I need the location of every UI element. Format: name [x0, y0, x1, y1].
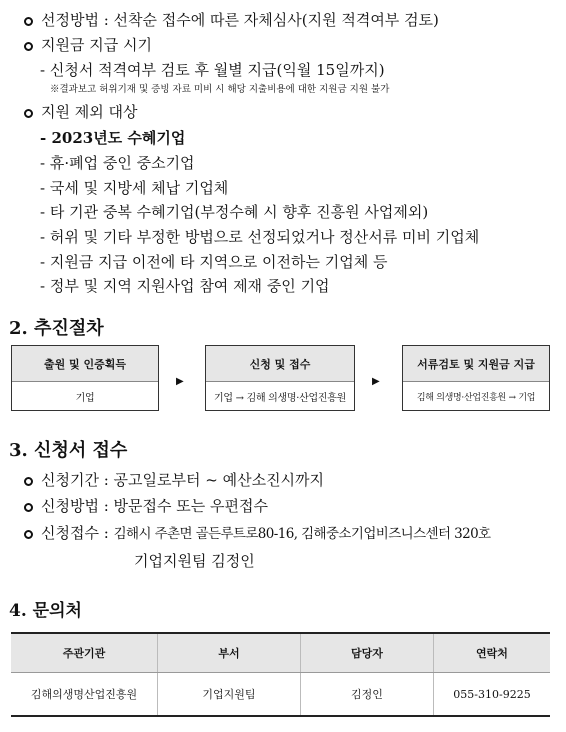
application-place: 신청접수 : 김해시 주촌면 골든루트로80-16, 김해중소기업비즈니스센터 320호: [24, 523, 491, 544]
exclusion-item: - 지원금 지급 이전에 타 지역으로 이전하는 기업체 등: [40, 253, 388, 271]
procedure-step-2: [205, 345, 355, 411]
table-cell: 기업지원팀: [158, 673, 301, 717]
table-row: [11, 673, 550, 717]
step-detail: 기업: [75, 393, 95, 404]
step-title: 신청 및 접수: [206, 346, 354, 382]
step-title: 출원 및 인증획득: [12, 346, 158, 382]
application-place-team: 기업지원팀 김정인: [134, 552, 255, 570]
column-header: 주관기관: [11, 633, 158, 673]
step-detail: 기업 → 김해 의생명·산업진흥원: [214, 393, 346, 404]
table-cell: 김해의생명산업진흥원: [11, 673, 158, 717]
step-detail: 김해 의생명·산업진흥원 → 기업: [416, 393, 536, 403]
column-header: 담당자: [301, 633, 434, 673]
application-period: 신청기간 : 공고일로부터 ~ 예산소진시까지: [24, 470, 324, 490]
exclusion-item: - 허위 및 기타 부정한 방법으로 선정되었거나 정산서류 미비 기업체: [40, 228, 480, 246]
exclusion-item: - 정부 및 지역 지원사업 참여 제재 중인 기업: [40, 277, 330, 295]
payment-timing-detail: - 신청서 적격여부 검토 후 월별 지급(익월 15일까지): [40, 61, 385, 79]
column-header: 연락처: [434, 633, 551, 673]
circle-bullet-icon: [24, 42, 33, 51]
procedure-heading: 2. 추진절차: [9, 318, 104, 339]
procedure-step-3: [402, 345, 550, 411]
arrow-right-icon: ▶: [372, 376, 380, 387]
exclusion-item: - 2023년도 수혜기업: [40, 129, 186, 147]
payment-timing-note: ※결과보고 허위기재 및 증빙 자료 미비 시 해당 지출비용에 대한 지원금 지원 불가: [50, 84, 390, 95]
exclusion-title: 지원 제외 대상: [24, 102, 137, 122]
circle-bullet-icon: [24, 17, 33, 26]
application-method: 신청방법 : 방문접수 또는 우편접수: [24, 496, 268, 516]
contact-table: [11, 632, 550, 717]
circle-bullet-icon: [24, 109, 33, 118]
circle-bullet-icon: [24, 477, 33, 486]
procedure-step-1: [11, 345, 159, 411]
circle-bullet-icon: [24, 503, 33, 512]
payment-timing: 지원금 지급 시기: [24, 35, 152, 55]
table-header-row: [11, 633, 550, 673]
exclusion-item: - 국세 및 지방세 체납 기업체: [40, 179, 229, 197]
step-title: 서류검토 및 지원금 지급: [403, 346, 549, 382]
table-cell: 055-310-9225: [434, 673, 551, 717]
arrow-right-icon: ▶: [176, 376, 184, 387]
exclusion-item: - 휴·폐업 중인 중소기업: [40, 154, 195, 172]
table-cell: 김정인: [301, 673, 434, 717]
application-heading: 3. 신청서 접수: [9, 440, 128, 461]
exclusion-item: - 타 기관 중복 수혜기업(부정수혜 시 향후 진흥원 사업제외): [40, 203, 429, 221]
contact-heading: 4. 문의처: [9, 601, 82, 621]
selection-method: 선정방법 : 선착순 접수에 따른 자체심사(지원 적격여부 검토): [24, 10, 439, 30]
column-header: 부서: [158, 633, 301, 673]
circle-bullet-icon: [24, 530, 33, 539]
application-place-address: 김해시 주촌면 골든루트로80-16, 김해중소기업비즈니스센터 320호: [113, 526, 491, 542]
